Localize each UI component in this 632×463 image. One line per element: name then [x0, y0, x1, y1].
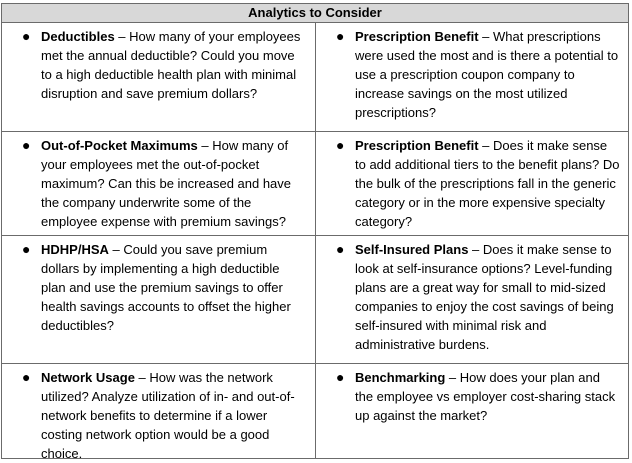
cell-network-usage: [2, 364, 316, 459]
cell-heading: Benchmarking: [355, 370, 446, 385]
table-title: Analytics to Consider: [2, 4, 628, 23]
cell-hdhp-hsa: [2, 236, 316, 364]
cell-benchmarking: [316, 364, 628, 459]
cell-text: – How was the network utilized? Analyze utilization of in- and out-of-network benefits to determine if a lower costing network option would be a good choice.: [41, 370, 295, 461]
bullet-icon: ●: [336, 28, 345, 44]
bullet-icon: ●: [336, 369, 345, 385]
bullet-icon: ●: [336, 137, 345, 153]
bullet-icon: ●: [22, 137, 31, 153]
cell-text: – How many of your employees met the annual deductible? Could you move to a high deductible health plan with minimal disruption and save premium dollars?: [41, 29, 301, 101]
cell-text: – Does it make sense to add additional tiers to the benefit plans? Do the bulk of the prescriptions fall in the generic category or in the more expensive specialty category?: [355, 138, 620, 229]
analytics-table: [1, 3, 629, 459]
cell-self-insured: [316, 236, 628, 364]
bullet-icon: ●: [336, 241, 345, 257]
bullet-icon: ●: [22, 28, 31, 44]
bullet-icon: ●: [22, 241, 31, 257]
cell-out-of-pocket: [2, 132, 316, 236]
cell-heading: Prescription Benefit: [355, 138, 479, 153]
cell-prescription-benefit-1: [316, 23, 628, 132]
cell-heading: Out-of-Pocket Maximums: [41, 138, 198, 153]
cell-heading: Deductibles: [41, 29, 115, 44]
cell-text: – Does it make sense to look at self-insurance options? Level-funding plans are a great way for small to mid-sized companies to enjoy the cost savings of being self-insured with minimal risk and administrative burdens.: [355, 242, 614, 352]
cell-prescription-benefit-2: [316, 132, 628, 236]
bullet-icon: ●: [22, 369, 31, 385]
cell-heading: HDHP/HSA: [41, 242, 109, 257]
cell-heading: Network Usage: [41, 370, 135, 385]
cell-text: – How many of your employees met the out-of-pocket maximum? Can this be increased and have the company underwrite some of the employee expense with premium savings?: [41, 138, 292, 229]
cell-heading: Self-Insured Plans: [355, 242, 469, 257]
cell-text: – Could you save premium dollars by implementing a high deductible plan and use the premium savings to offer health savings accounts to offset the higher deductibles?: [41, 242, 291, 333]
cell-text: – What prescriptions were used the most and is there a potential to use a prescription coupon company to increase savings on the most utilized prescriptions?: [355, 29, 619, 120]
cell-text: – How does your plan and the employee vs employer cost-sharing stack up against the market?: [355, 370, 616, 423]
cell-deductibles: [2, 23, 316, 132]
cell-heading: Prescription Benefit: [355, 29, 479, 44]
analytics-grid: [2, 23, 628, 459]
